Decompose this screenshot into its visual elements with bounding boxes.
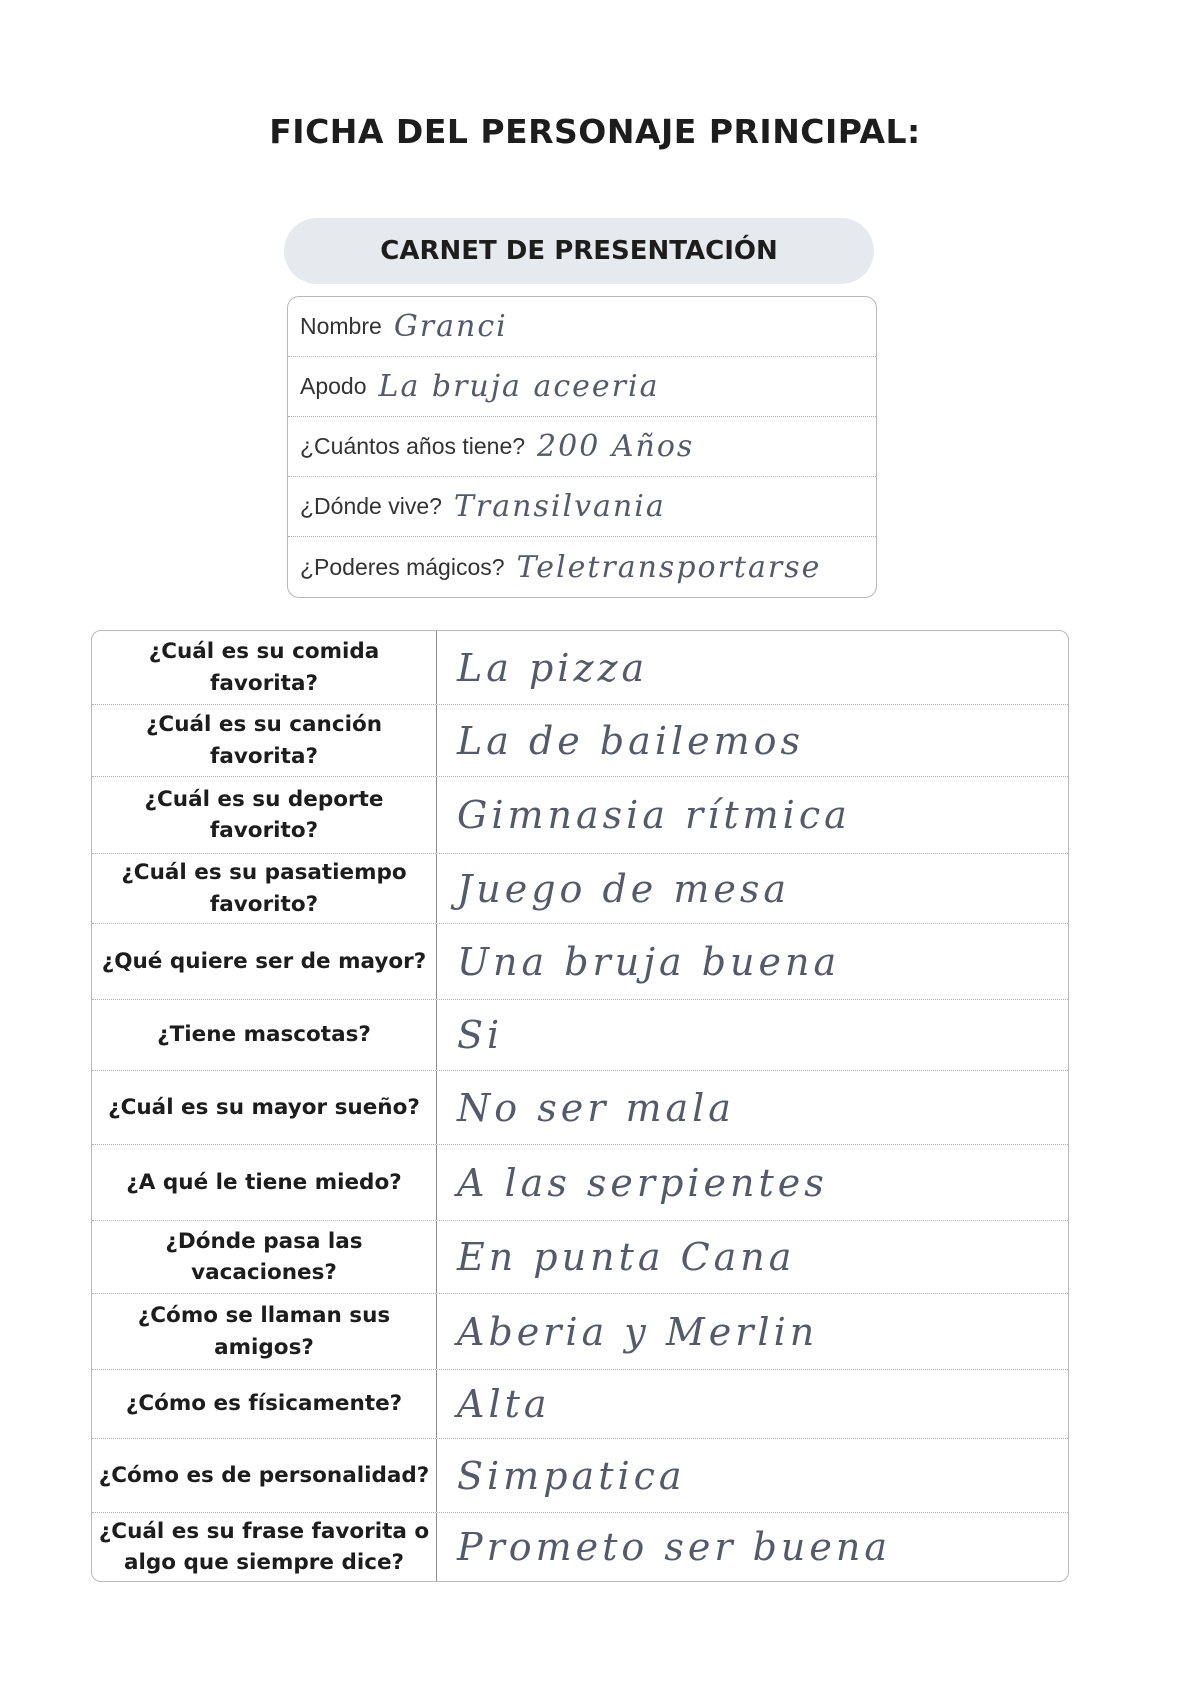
table-row [92, 1513, 1068, 1581]
question-cell: ¿Cuál es su comida favorita? [92, 631, 437, 704]
table-row [92, 1370, 1068, 1439]
answer-cell: Prometo ser buena [457, 1525, 892, 1569]
table-row [92, 1221, 1068, 1294]
table-row [92, 1294, 1068, 1370]
question-cell: ¿Cuál es su canción favorita? [92, 705, 437, 776]
table-row [92, 924, 1068, 1000]
name-value: Granci [393, 309, 508, 344]
question-cell: ¿Cuál es su deporte favorito? [92, 777, 437, 853]
age-label: ¿Cuántos años tiene? [300, 433, 526, 459]
powers-label: ¿Poderes mágicos? [300, 553, 505, 580]
question-cell: ¿Tiene mascotas? [92, 1000, 437, 1070]
card-header [284, 218, 874, 284]
table-row [92, 631, 1068, 705]
page-title: FICHA DEL PERSONAJE PRINCIPAL: [269, 112, 921, 151]
question-cell: ¿Cuál es su frase favorita o algo que siempre dice? [92, 1513, 437, 1581]
answer-cell: No ser mala [457, 1085, 735, 1130]
answer-cell: Juego de mesa [457, 866, 791, 911]
question-cell: ¿Cómo es físicamente? [92, 1370, 437, 1438]
answer-cell: Una bruja buena [457, 939, 841, 984]
answer-cell: Gimnasia rítmica [457, 793, 851, 837]
question-cell: ¿Cuál es su pasatiempo favorito? [92, 854, 437, 923]
answer-cell: La de bailemos [457, 718, 805, 763]
answer-cell: Alta [457, 1382, 551, 1426]
nickname-label: Apodo [300, 373, 367, 399]
age-value: 200 Años [537, 429, 695, 464]
answer-cell: En punta Cana [457, 1235, 796, 1279]
nickname-value: La bruja aceeria [378, 369, 660, 404]
card-header-label: CARNET DE PRESENTACIÓN [380, 236, 778, 266]
home-value: Transilvania [453, 489, 666, 524]
table-row [92, 777, 1068, 854]
answer-cell: Simpatica [457, 1453, 686, 1498]
table-row [92, 1439, 1068, 1513]
question-cell: ¿Qué quiere ser de mayor? [92, 924, 437, 999]
question-cell: ¿Cómo es de personalidad? [92, 1439, 437, 1512]
question-cell: ¿Dónde pasa las vacaciones? [92, 1221, 437, 1293]
powers-value: Teletransportarse [516, 549, 822, 585]
table-row [92, 705, 1068, 777]
answer-cell: Si [457, 1013, 504, 1057]
id-card-row-name [288, 297, 876, 357]
question-cell: ¿A qué le tiene miedo? [92, 1145, 437, 1220]
answer-cell: Aberia y Merlin [457, 1309, 819, 1354]
id-card [287, 296, 877, 598]
id-card-row-age [288, 417, 876, 477]
questions-table [91, 630, 1069, 1582]
answer-cell: La pizza [457, 645, 649, 690]
id-card-row-nickname [288, 357, 876, 417]
table-row [92, 1145, 1068, 1221]
id-card-row-powers [288, 537, 876, 597]
table-row [92, 1000, 1068, 1071]
question-cell: ¿Cómo se llaman sus amigos? [92, 1294, 437, 1369]
table-row [92, 854, 1068, 924]
name-label: Nombre [300, 313, 382, 339]
question-cell: ¿Cuál es su mayor sueño? [92, 1071, 437, 1144]
id-card-row-home [288, 477, 876, 537]
answer-cell: A las serpientes [457, 1160, 828, 1205]
home-label: ¿Dónde vive? [300, 493, 442, 519]
table-row [92, 1071, 1068, 1145]
